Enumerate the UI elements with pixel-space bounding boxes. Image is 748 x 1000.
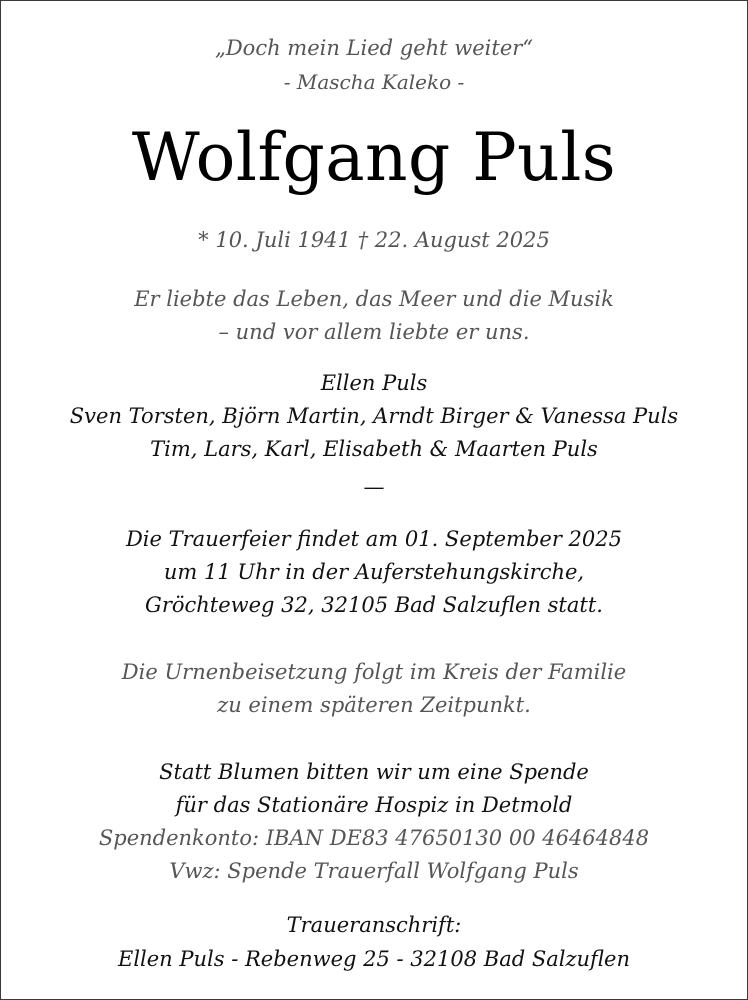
address-label: Traueranschrift:	[286, 913, 462, 937]
donation-account: Spendenkonto: IBAN DE83 47650130 00 46464848	[98, 826, 650, 850]
donation-line-2: für das Stationäre Hospiz in Detmold	[175, 793, 573, 817]
separator-dash: —	[363, 475, 385, 499]
address-value: Ellen Puls - Rebenweg 25 - 32108 Bad Salzuflen	[117, 947, 631, 971]
funeral-line-3: Gröchteweg 32, 32105 Bad Salzuflen statt.	[145, 593, 603, 617]
mourner-line-1: Ellen Puls	[320, 371, 428, 395]
funeral-line-1: Die Trauerfeier findet am 01. September 2025	[125, 527, 623, 551]
funeral-line-2: um 11 Uhr in der Auferstehungskirche,	[163, 560, 585, 584]
mourner-line-2: Sven Torsten, Björn Martin, Arndt Birger & Vanessa Puls	[69, 404, 679, 428]
urn-line-1: Die Urnenbeisetzung folgt im Kreis der Familie	[121, 660, 627, 684]
quote-text: „Doch mein Lied geht weiter“	[214, 36, 534, 60]
epitaph-line-1: Er liebte das Leben, das Meer und die Musik	[134, 287, 614, 311]
donation-line-1: Statt Blumen bitten wir um eine Spende	[159, 760, 589, 784]
urn-line-2: zu einem späteren Zeitpunkt.	[217, 693, 531, 717]
life-dates: * 10. Juli 1941 † 22. August 2025	[198, 228, 550, 252]
mourner-line-3: Tim, Lars, Karl, Elisabeth & Maarten Puls	[150, 437, 598, 461]
deceased-name: Wolfgang Puls	[131, 119, 617, 196]
quote-author: - Mascha Kaleko -	[283, 70, 465, 94]
donation-reference: Vwz: Spende Trauerfall Wolfgang Puls	[169, 859, 579, 883]
epitaph-line-2: – und vor allem liebte er uns.	[218, 320, 530, 344]
